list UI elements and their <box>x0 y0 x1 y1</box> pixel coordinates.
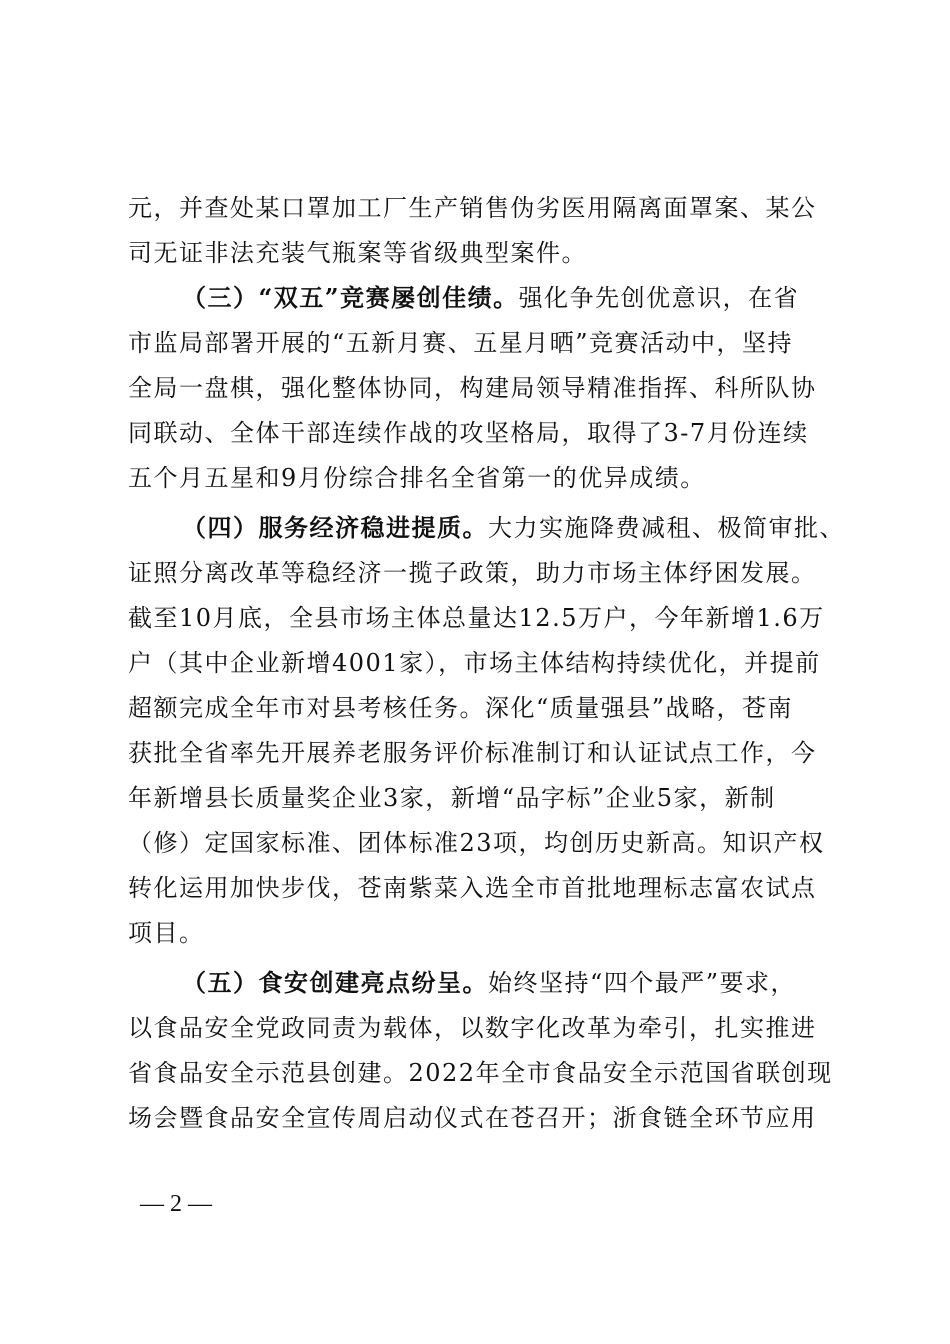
section-three-first-line <box>182 280 799 316</box>
section-four-first-line <box>182 510 845 546</box>
paragraph-line-1: 元，并查处某口罩加工厂生产销售伪劣医用隔离面罩案、某公 <box>128 194 817 222</box>
paragraph-line-20: 省食品安全示范县创建。2022年全市食品安全示范国省联创现 <box>128 1059 833 1087</box>
paragraph-line-2: 司无证非法充装气瓶案等省级典型案件。 <box>128 239 587 267</box>
paragraph-line-7: 五个月五星和9月份综合排名全省第一的优异成绩。 <box>128 464 706 492</box>
paragraph-line-13: 获批全省率先开展养老服务评价标准制订和认证试点工作，今 <box>128 739 817 767</box>
section-three-text: 强化争先创优意识，在省 <box>518 284 800 312</box>
paragraph-line-4: 市监局部署开展的“五新月赛、五星月晒”竞赛活动中，坚持 <box>128 329 794 357</box>
paragraph-line-11: 户（其中企业新增4001家），市场主体结构持续优化，并提前 <box>128 649 821 677</box>
paragraph-line-21: 场会暨食品安全宣传周启动仪式在苍召开；浙食链全环节应用 <box>128 1104 817 1132</box>
paragraph-line-10: 截至10月底，全县市场主体总量达12.5万户，今年新增1.6万 <box>128 604 825 632</box>
section-five-first-line <box>182 965 796 1001</box>
paragraph-line-5: 全局一盘棋，强化整体协同，构建局领导精准指挥、科所队协 <box>128 374 817 402</box>
section-five-text: 始终坚持“四个最严”要求， <box>488 969 797 997</box>
paragraph-line-19: 以食品安全党政同责为载体，以数字化改革为牵引，扎实推进 <box>128 1014 817 1042</box>
page-number: — 2 — <box>140 1191 212 1217</box>
paragraph-line-15: （修）定国家标准、团体标准23项，均创历史新高。知识产权 <box>128 829 825 857</box>
section-four-text: 大力实施降费减租、极简审批、 <box>488 514 845 542</box>
paragraph-line-14: 年新增县长质量奖企业3家，新增“品字标”企业5家，新制 <box>128 784 776 812</box>
section-three-heading: （三）“双五”竞赛屡创佳绩。 <box>182 283 519 312</box>
paragraph-line-16: 转化运用加快步伐，苍南紫菜入选全市首批地理标志富农试点 <box>128 874 817 902</box>
paragraph-line-17: 项目。 <box>128 919 205 947</box>
section-five-heading: （五）食安创建亮点纷呈。 <box>182 968 488 997</box>
paragraph-line-6: 同联动、全体干部连续作战的攻坚格局，取得了3-7月份连续 <box>128 419 809 447</box>
section-four-heading: （四）服务经济稳进提质。 <box>182 513 488 542</box>
paragraph-line-9: 证照分离改革等稳经济一揽子政策，助力市场主体纾困发展。 <box>128 559 817 587</box>
paragraph-line-12: 超额完成全年市对县考核任务。深化“质量强县”战略，苍南 <box>128 694 794 722</box>
